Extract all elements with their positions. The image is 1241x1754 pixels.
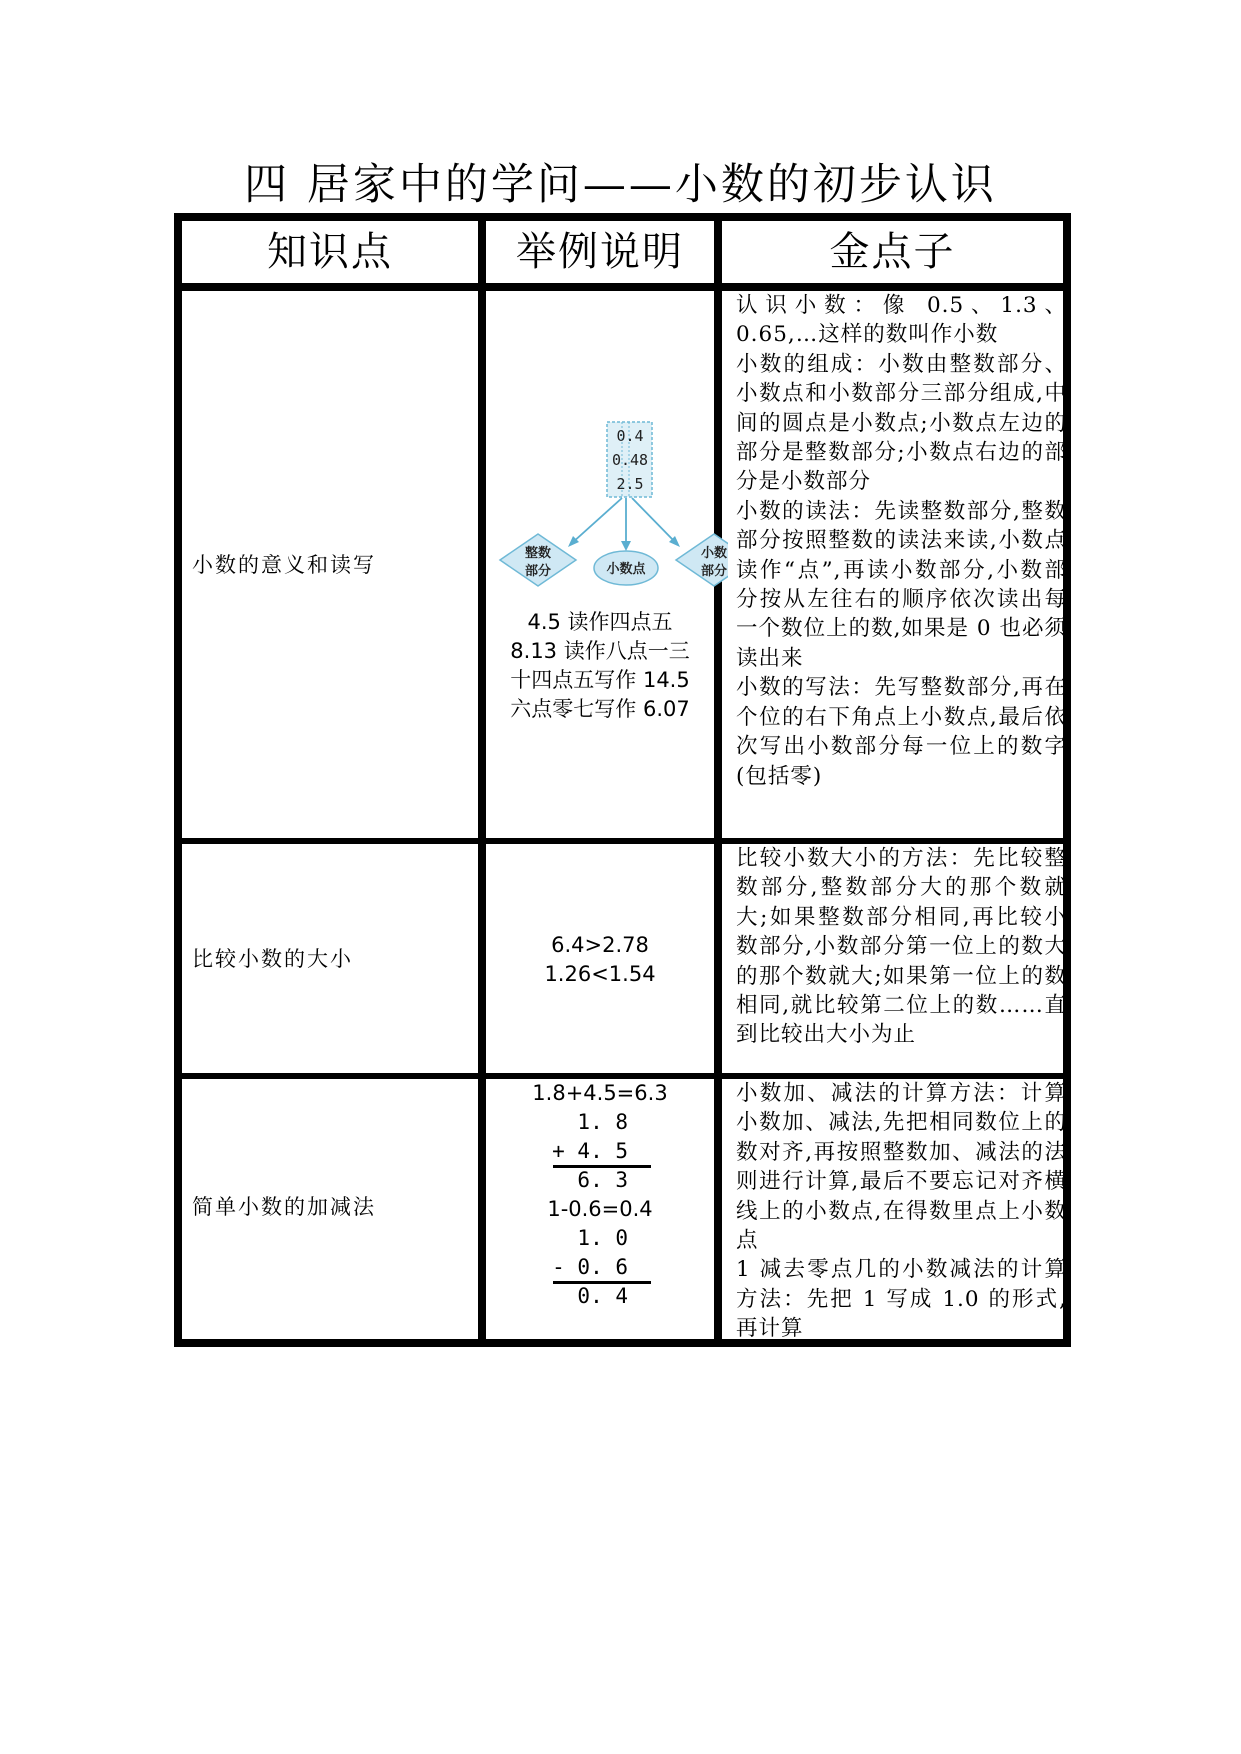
decimal-part-label-1: 小数 (700, 546, 728, 561)
comparison-examples (486, 931, 714, 989)
addition-result: 6. 3 (577, 1168, 628, 1192)
addition-line1: 1. 8 (577, 1110, 628, 1134)
diagram-number: 2.5 (616, 475, 644, 493)
diagram-number: 0.4 (616, 427, 644, 445)
addition-line2: + 4. 5 (552, 1139, 628, 1163)
example-line: 6.4>2.78 (551, 933, 649, 957)
tip-paragraph: 比较小数大小的方法：先比较整数部分,整数部分大的那个数就大;如果整数部分相同,再比较小数部分,小数部分第一位上的数大的那个数就大;如果第一位上的数相同,就比较第二位上的数……直到比较出大小为止 (736, 846, 1067, 1048)
integer-part-label-1: 整数 (524, 546, 552, 561)
knowledge-point-add-subtract: 简单小数的加减法 (192, 1195, 376, 1219)
decimal-structure-diagram (498, 418, 728, 618)
subtraction-line1: 1. 0 (577, 1226, 628, 1250)
tip-paragraph: 小数的组成：小数由整数部分、小数点和小数部分三部分组成,中间的圆点是小数点;小数点左边的部分是整数部分;小数点右边的部分是小数部分 (736, 351, 1067, 495)
addition-example (486, 1079, 714, 1311)
tips-add-subtract (736, 1079, 1067, 1344)
header-knowledge-point: 知识点 (267, 229, 393, 275)
tips-comparison (736, 844, 1067, 1050)
knowledge-point-reading-writing: 小数的意义和读写 (192, 553, 376, 577)
arrow-to-integer (572, 498, 622, 543)
decimal-part-label-2: 部分 (700, 564, 728, 579)
knowledge-point-comparison: 比较小数的大小 (192, 947, 353, 971)
tip-paragraph: 小数的读法：先读整数部分,整数部分按照整数的读法来读,小数点读作“点”,再读小数部分,小数部分按从左往右的顺序依次读出每一个数位上的数,如果是 0 也必须读出来 (736, 498, 1067, 671)
column-divider (714, 221, 722, 1341)
page-title: 四 居家中的学问——小数的初步认识 (244, 160, 997, 210)
decimal-parts-svg (498, 418, 728, 618)
example-line: 4.5 读作四点五 (527, 610, 673, 634)
integer-part-label-2: 部分 (524, 564, 552, 579)
tips-reading-writing (736, 291, 1067, 791)
header-tips: 金点子 (829, 229, 956, 275)
subtraction-equation: 1-0.6=0.4 (547, 1197, 653, 1221)
example-line: 十四点五写作 14.5 (510, 668, 690, 692)
row-divider (182, 283, 1063, 291)
subtraction-result: 0. 4 (577, 1284, 628, 1308)
example-line: 六点零七写作 6.07 (510, 697, 690, 721)
addition-equation: 1.8+4.5=6.3 (532, 1081, 668, 1105)
header-example: 举例说明 (516, 229, 684, 275)
knowledge-table (174, 213, 1071, 1347)
decimal-point-label: 小数点 (606, 562, 646, 577)
tip-paragraph: 小数的写法：先写整数部分,再在个位的右下角点上小数点,最后依次写出小数部分每一位上的数字(包括零) (736, 675, 1067, 789)
example-line: 8.13 读作八点一三 (510, 639, 690, 663)
reading-writing-examples (486, 608, 714, 724)
subtraction-line2: - 0. 6 (552, 1255, 628, 1279)
tip-paragraph: 认识小数：像 0.5、1.3、0.65,…这样的数叫作小数 (736, 293, 1067, 348)
example-line: 1.26<1.54 (544, 962, 656, 986)
tip-paragraph: 小数加、减法的计算方法：计算小数加、减法,先把相同数位上的数对齐,再按照整数加、减法的法则进行计算,最后不要忘记对齐横线上的小数点,在得数里点上小数点 (736, 1081, 1067, 1254)
diagram-number: 0.48 (611, 451, 649, 469)
column-divider (478, 221, 486, 1341)
tip-paragraph: 1 减去零点几的小数减法的计算方法：先把 1 写成 1.0 的形式,再计算 (736, 1257, 1067, 1342)
arrowhead (621, 541, 631, 551)
arrow-to-decimal (632, 498, 676, 543)
